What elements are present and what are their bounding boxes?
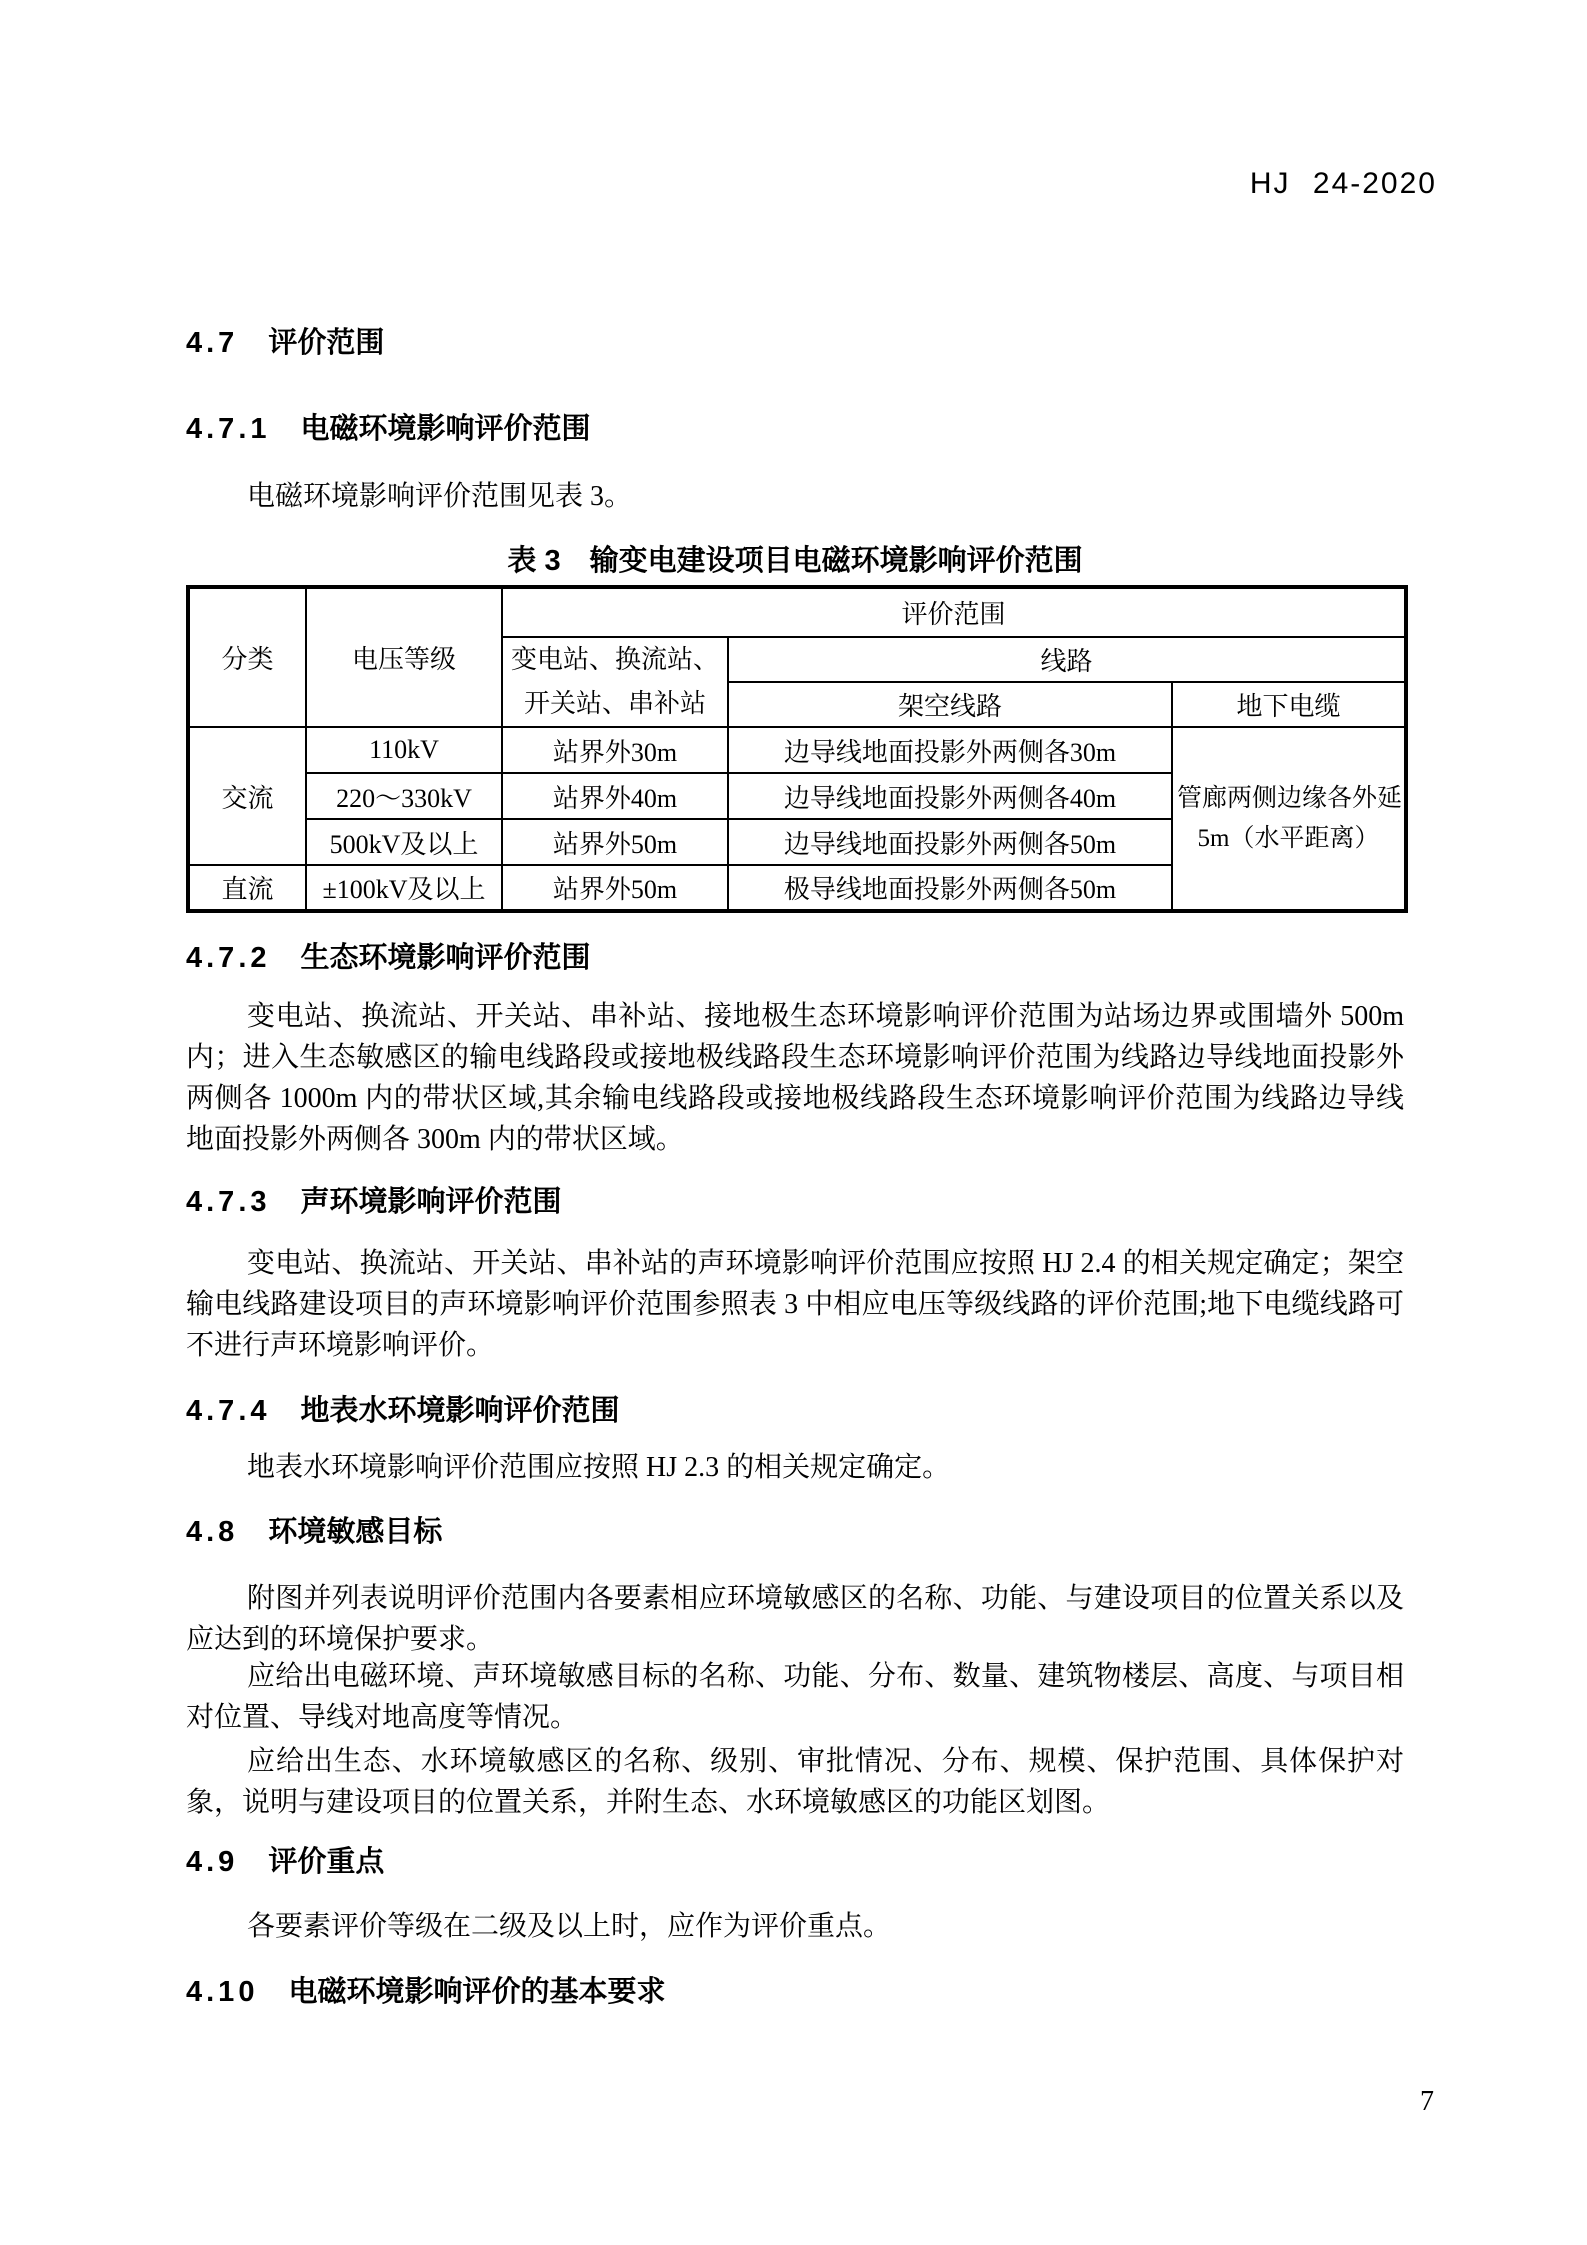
th-scope: 评价范围 <box>502 587 1406 637</box>
cell-voltage: 110kV <box>306 727 502 773</box>
th-voltage: 电压等级 <box>306 587 502 727</box>
doc-code: HJ 24-2020 <box>1249 167 1437 200</box>
cell-overhead: 边导线地面投影外两侧各30m <box>728 727 1172 773</box>
section-heading-4-9 <box>186 1845 1407 1879</box>
th-stations-line2: 开关站、串补站 <box>523 689 706 718</box>
paragraph-4-7-4: 地表水环境影响评价范围应按照 HJ 2.3 的相关规定确定。 <box>247 1452 951 1483</box>
section-heading-4-7-4 <box>186 1394 1407 1428</box>
table-row <box>188 727 1406 773</box>
heading-title: 评价重点 <box>268 1846 385 1878</box>
heading-title: 电磁环境影响评价范围 <box>300 413 591 445</box>
section-heading-4-7-3 <box>186 1185 1407 1219</box>
heading-number: 4.7 <box>186 327 239 359</box>
section-heading-4-10 <box>186 1975 1407 2009</box>
section-heading-4-7-2 <box>186 941 1407 975</box>
heading-title: 评价范围 <box>268 327 385 359</box>
cell-voltage: ±100kV及以上 <box>306 865 502 911</box>
table-3 <box>186 585 1404 913</box>
cell-station: 站界外30m <box>502 727 728 773</box>
heading-number: 4.10 <box>186 1976 259 2008</box>
paragraph-4-8-2: 应给出电磁环境、声环境敏感目标的名称、功能、分布、数量、建筑物楼层、高度、与项目相对位置、导线对地高度等情况。 <box>186 1661 1404 1733</box>
section-heading-4-8 <box>186 1515 1407 1549</box>
th-stations <box>502 637 728 727</box>
paragraph-4-9: 各要素评价等级在二级及以上时，应作为评价重点。 <box>247 1911 892 1942</box>
th-underground: 地下电缆 <box>1172 682 1406 727</box>
cell-station: 站界外50m <box>502 865 728 911</box>
heading-number: 4.9 <box>186 1846 239 1878</box>
heading-number: 4.8 <box>186 1516 239 1548</box>
heading-title: 电磁环境影响评价的基本要求 <box>288 1976 666 2008</box>
cell-underground-merged <box>1172 727 1406 911</box>
cell-overhead: 边导线地面投影外两侧各40m <box>728 773 1172 819</box>
th-category: 分类 <box>188 587 306 727</box>
table-caption: 表 3 输变电建设项目电磁环境影响评价范围 <box>507 545 1083 577</box>
cell-underground-line1: 管廊两侧边缘各外延 <box>1177 784 1403 812</box>
heading-number: 4.7.3 <box>186 1186 271 1218</box>
page-number: 7 <box>1420 2086 1434 2117</box>
heading-number: 4.7.1 <box>186 413 271 445</box>
table-3-grid <box>186 585 1408 913</box>
heading-title: 环境敏感目标 <box>268 1516 443 1548</box>
cell-station: 站界外40m <box>502 773 728 819</box>
cell-voltage: 500kV及以上 <box>306 819 502 865</box>
cell-station: 站界外50m <box>502 819 728 865</box>
table-header-row-1 <box>188 587 1406 637</box>
paragraph-4-7-3: 变电站、换流站、开关站、串补站的声环境影响评价范围应按照 HJ 2.4 的相关规定确定；架空输电线路建设项目的声环境影响评价范围参照表 3 中相应电压等级线路的评价范围;地下电缆线路可不进行声环境影响评价。 <box>186 1248 1404 1361</box>
paragraph-4-7-1: 电磁环境影响评价范围见表 3。 <box>247 481 633 512</box>
cell-voltage: 220～330kV <box>306 773 502 819</box>
paragraph-4-8-3: 应给出生态、水环境敏感区的名称、级别、审批情况、分布、规模、保护范围、具体保护对象，说明与建设项目的位置关系，并附生态、水环境敏感区的功能区划图。 <box>186 1746 1404 1818</box>
heading-number: 4.7.2 <box>186 942 271 974</box>
section-heading-4-7-1 <box>186 412 1407 446</box>
th-line: 线路 <box>728 637 1406 682</box>
th-stations-line1: 变电站、换流站、 <box>510 645 719 674</box>
cell-overhead: 边导线地面投影外两侧各50m <box>728 819 1172 865</box>
heading-number: 4.7.4 <box>186 1395 271 1427</box>
heading-title: 声环境影响评价范围 <box>300 1186 562 1218</box>
paragraph-4-7-2: 变电站、换流站、开关站、串补站、接地极生态环境影响评价范围为站场边界或围墙外 500m 内；进入生态敏感区的输电线路段或接地极线路段生态环境影响评价范围为线路边导线地面投影外两侧各 1000m 内的带状区域,其余输电线路段或接地极线路段生态环境影响评价范围为线路边导线地面投影外两侧各 300m 内的带状区域。 <box>186 1001 1404 1155</box>
th-overhead: 架空线路 <box>728 682 1172 727</box>
cell-underground-line2: 5m（水平距离） <box>1197 824 1380 852</box>
cell-category-dc: 直流 <box>188 865 306 911</box>
heading-title: 地表水环境影响评价范围 <box>300 1395 620 1427</box>
cell-category-ac: 交流 <box>188 727 306 865</box>
heading-title: 生态环境影响评价范围 <box>300 942 591 974</box>
cell-overhead: 极导线地面投影外两侧各50m <box>728 865 1172 911</box>
paragraph-4-8-1: 附图并列表说明评价范围内各要素相应环境敏感区的名称、功能、与建设项目的位置关系以及应达到的环境保护要求。 <box>186 1583 1404 1655</box>
section-heading-4-7 <box>186 326 1407 360</box>
